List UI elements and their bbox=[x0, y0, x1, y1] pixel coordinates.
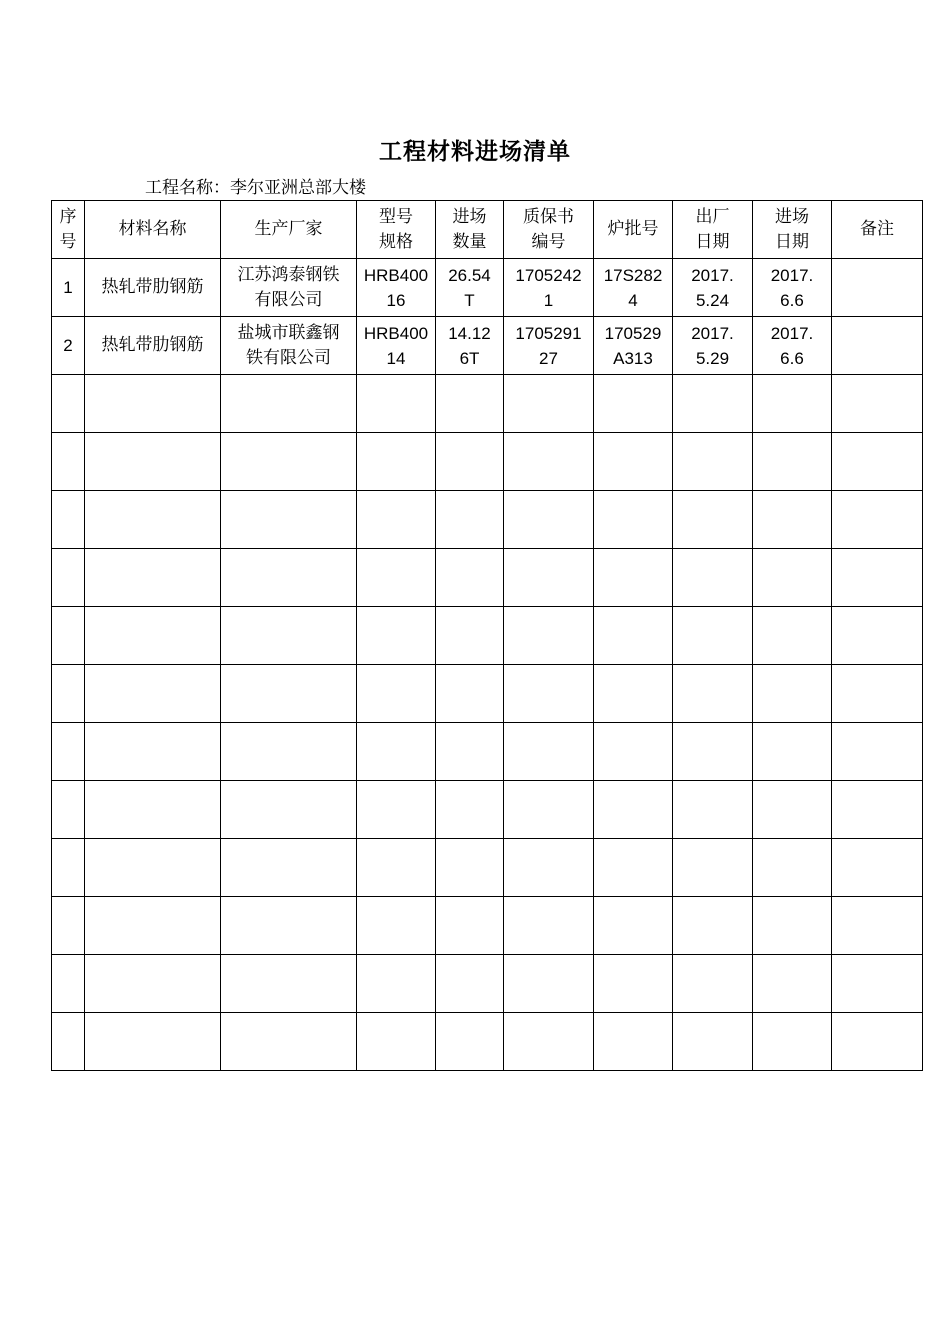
cell-quantity: 26.54 T bbox=[436, 259, 504, 317]
empty-cell bbox=[673, 665, 753, 723]
empty-cell bbox=[673, 897, 753, 955]
empty-cell bbox=[357, 1013, 436, 1071]
cell-entry-date: 2017. 6.6 bbox=[753, 259, 832, 317]
empty-cell bbox=[357, 955, 436, 1013]
header-remark: 备注 bbox=[832, 201, 923, 259]
empty-table-row bbox=[52, 433, 923, 491]
cell-mfg-date: 2017. 5.24 bbox=[673, 259, 753, 317]
empty-cell bbox=[753, 781, 832, 839]
empty-cell bbox=[85, 549, 221, 607]
empty-cell bbox=[594, 607, 673, 665]
empty-cell bbox=[504, 781, 594, 839]
empty-cell bbox=[594, 491, 673, 549]
empty-cell bbox=[753, 1013, 832, 1071]
empty-cell bbox=[357, 839, 436, 897]
empty-cell bbox=[832, 897, 923, 955]
empty-cell bbox=[594, 433, 673, 491]
empty-cell bbox=[753, 375, 832, 433]
cell-remark bbox=[832, 317, 923, 375]
empty-cell bbox=[504, 433, 594, 491]
header-spec: 型号 规格 bbox=[357, 201, 436, 259]
header-quantity: 进场 数量 bbox=[436, 201, 504, 259]
cell-index: 1 bbox=[52, 259, 85, 317]
empty-cell bbox=[753, 433, 832, 491]
empty-cell bbox=[436, 955, 504, 1013]
empty-cell bbox=[753, 723, 832, 781]
empty-cell bbox=[832, 781, 923, 839]
page-title: 工程材料进场清单 bbox=[379, 138, 571, 165]
empty-cell bbox=[436, 665, 504, 723]
empty-cell bbox=[357, 665, 436, 723]
empty-cell bbox=[504, 839, 594, 897]
empty-cell bbox=[504, 955, 594, 1013]
empty-cell bbox=[753, 607, 832, 665]
cell-quantity: 14.12 6T bbox=[436, 317, 504, 375]
project-name-line bbox=[145, 176, 366, 200]
empty-cell bbox=[52, 375, 85, 433]
empty-cell bbox=[221, 1013, 357, 1071]
empty-cell bbox=[357, 897, 436, 955]
empty-cell bbox=[832, 491, 923, 549]
cell-cert-no: 1705242 1 bbox=[504, 259, 594, 317]
empty-cell bbox=[436, 781, 504, 839]
project-name-label: 工程名称： bbox=[145, 178, 230, 198]
header-index: 序 号 bbox=[52, 201, 85, 259]
empty-cell bbox=[85, 781, 221, 839]
empty-cell bbox=[673, 375, 753, 433]
empty-cell bbox=[594, 549, 673, 607]
empty-cell bbox=[673, 549, 753, 607]
empty-cell bbox=[85, 1013, 221, 1071]
cell-index: 2 bbox=[52, 317, 85, 375]
cell-cert-no: 1705291 27 bbox=[504, 317, 594, 375]
empty-cell bbox=[753, 839, 832, 897]
empty-cell bbox=[594, 665, 673, 723]
empty-cell bbox=[436, 375, 504, 433]
empty-cell bbox=[357, 375, 436, 433]
empty-cell bbox=[594, 375, 673, 433]
empty-table-row bbox=[52, 375, 923, 433]
empty-cell bbox=[221, 375, 357, 433]
empty-cell bbox=[673, 433, 753, 491]
empty-cell bbox=[673, 723, 753, 781]
empty-table-row bbox=[52, 781, 923, 839]
empty-table-row bbox=[52, 549, 923, 607]
empty-cell bbox=[85, 491, 221, 549]
empty-cell bbox=[753, 897, 832, 955]
empty-cell bbox=[504, 491, 594, 549]
empty-cell bbox=[673, 781, 753, 839]
header-manufacturer: 生产厂家 bbox=[221, 201, 357, 259]
empty-cell bbox=[832, 723, 923, 781]
empty-cell bbox=[52, 781, 85, 839]
empty-cell bbox=[504, 375, 594, 433]
empty-cell bbox=[52, 955, 85, 1013]
empty-cell bbox=[753, 549, 832, 607]
empty-cell bbox=[504, 665, 594, 723]
empty-cell bbox=[221, 433, 357, 491]
empty-cell bbox=[594, 1013, 673, 1071]
empty-table-row bbox=[52, 665, 923, 723]
empty-cell bbox=[832, 1013, 923, 1071]
empty-cell bbox=[357, 433, 436, 491]
empty-cell bbox=[52, 549, 85, 607]
header-material-name: 材料名称 bbox=[85, 201, 221, 259]
empty-cell bbox=[221, 839, 357, 897]
empty-cell bbox=[436, 897, 504, 955]
empty-cell bbox=[436, 1013, 504, 1071]
cell-batch-no: 17S282 4 bbox=[594, 259, 673, 317]
empty-cell bbox=[85, 665, 221, 723]
empty-cell bbox=[85, 375, 221, 433]
empty-cell bbox=[594, 781, 673, 839]
cell-remark bbox=[832, 259, 923, 317]
empty-table-row bbox=[52, 491, 923, 549]
empty-cell bbox=[436, 549, 504, 607]
empty-cell bbox=[832, 665, 923, 723]
empty-cell bbox=[436, 839, 504, 897]
empty-cell bbox=[753, 491, 832, 549]
empty-cell bbox=[753, 665, 832, 723]
empty-cell bbox=[52, 491, 85, 549]
empty-cell bbox=[357, 491, 436, 549]
cell-material-name: 热轧带肋钢筋 bbox=[85, 317, 221, 375]
empty-cell bbox=[357, 723, 436, 781]
empty-cell bbox=[673, 955, 753, 1013]
empty-cell bbox=[673, 607, 753, 665]
empty-cell bbox=[832, 955, 923, 1013]
empty-cell bbox=[357, 781, 436, 839]
table-row bbox=[52, 259, 923, 317]
materials-table bbox=[51, 200, 923, 1071]
empty-cell bbox=[594, 839, 673, 897]
empty-cell bbox=[221, 665, 357, 723]
empty-table-row bbox=[52, 839, 923, 897]
empty-cell bbox=[52, 607, 85, 665]
cell-manufacturer: 江苏鸿泰钢铁 有限公司 bbox=[221, 259, 357, 317]
cell-spec: HRB400 14 bbox=[357, 317, 436, 375]
empty-cell bbox=[85, 607, 221, 665]
empty-cell bbox=[85, 955, 221, 1013]
empty-cell bbox=[594, 897, 673, 955]
empty-cell bbox=[52, 723, 85, 781]
header-cert-no: 质保书 编号 bbox=[504, 201, 594, 259]
empty-cell bbox=[52, 665, 85, 723]
empty-cell bbox=[504, 1013, 594, 1071]
cell-mfg-date: 2017. 5.29 bbox=[673, 317, 753, 375]
empty-cell bbox=[832, 433, 923, 491]
empty-cell bbox=[594, 955, 673, 1013]
empty-cell bbox=[673, 491, 753, 549]
empty-cell bbox=[832, 839, 923, 897]
empty-cell bbox=[221, 723, 357, 781]
header-row bbox=[52, 201, 923, 259]
project-name-value: 李尔亚洲总部大楼 bbox=[230, 178, 366, 198]
header-mfg-date: 出厂 日期 bbox=[673, 201, 753, 259]
empty-cell bbox=[594, 723, 673, 781]
empty-cell bbox=[221, 549, 357, 607]
empty-cell bbox=[436, 607, 504, 665]
empty-cell bbox=[673, 839, 753, 897]
cell-material-name: 热轧带肋钢筋 bbox=[85, 259, 221, 317]
empty-cell bbox=[85, 723, 221, 781]
empty-cell bbox=[85, 433, 221, 491]
empty-cell bbox=[832, 549, 923, 607]
cell-spec: HRB400 16 bbox=[357, 259, 436, 317]
empty-cell bbox=[221, 897, 357, 955]
table-row bbox=[52, 317, 923, 375]
empty-cell bbox=[436, 723, 504, 781]
empty-cell bbox=[753, 955, 832, 1013]
empty-cell bbox=[832, 375, 923, 433]
empty-cell bbox=[504, 723, 594, 781]
empty-cell bbox=[52, 897, 85, 955]
empty-table-row bbox=[52, 723, 923, 781]
empty-cell bbox=[832, 607, 923, 665]
empty-cell bbox=[52, 1013, 85, 1071]
empty-table-row bbox=[52, 897, 923, 955]
empty-cell bbox=[221, 607, 357, 665]
cell-manufacturer: 盐城市联鑫钢 铁有限公司 bbox=[221, 317, 357, 375]
empty-cell bbox=[357, 549, 436, 607]
empty-cell bbox=[504, 897, 594, 955]
cell-batch-no: 170529 A313 bbox=[594, 317, 673, 375]
empty-table-row bbox=[52, 1013, 923, 1071]
empty-cell bbox=[52, 433, 85, 491]
empty-cell bbox=[504, 607, 594, 665]
empty-cell bbox=[52, 839, 85, 897]
empty-cell bbox=[673, 1013, 753, 1071]
empty-cell bbox=[357, 607, 436, 665]
header-entry-date: 进场 日期 bbox=[753, 201, 832, 259]
cell-entry-date: 2017. 6.6 bbox=[753, 317, 832, 375]
empty-cell bbox=[221, 781, 357, 839]
empty-cell bbox=[221, 955, 357, 1013]
empty-cell bbox=[504, 549, 594, 607]
empty-cell bbox=[85, 897, 221, 955]
empty-table-row bbox=[52, 607, 923, 665]
header-batch-no: 炉批号 bbox=[594, 201, 673, 259]
empty-cell bbox=[436, 433, 504, 491]
empty-cell bbox=[436, 491, 504, 549]
empty-table-row bbox=[52, 955, 923, 1013]
empty-cell bbox=[85, 839, 221, 897]
empty-cell bbox=[221, 491, 357, 549]
